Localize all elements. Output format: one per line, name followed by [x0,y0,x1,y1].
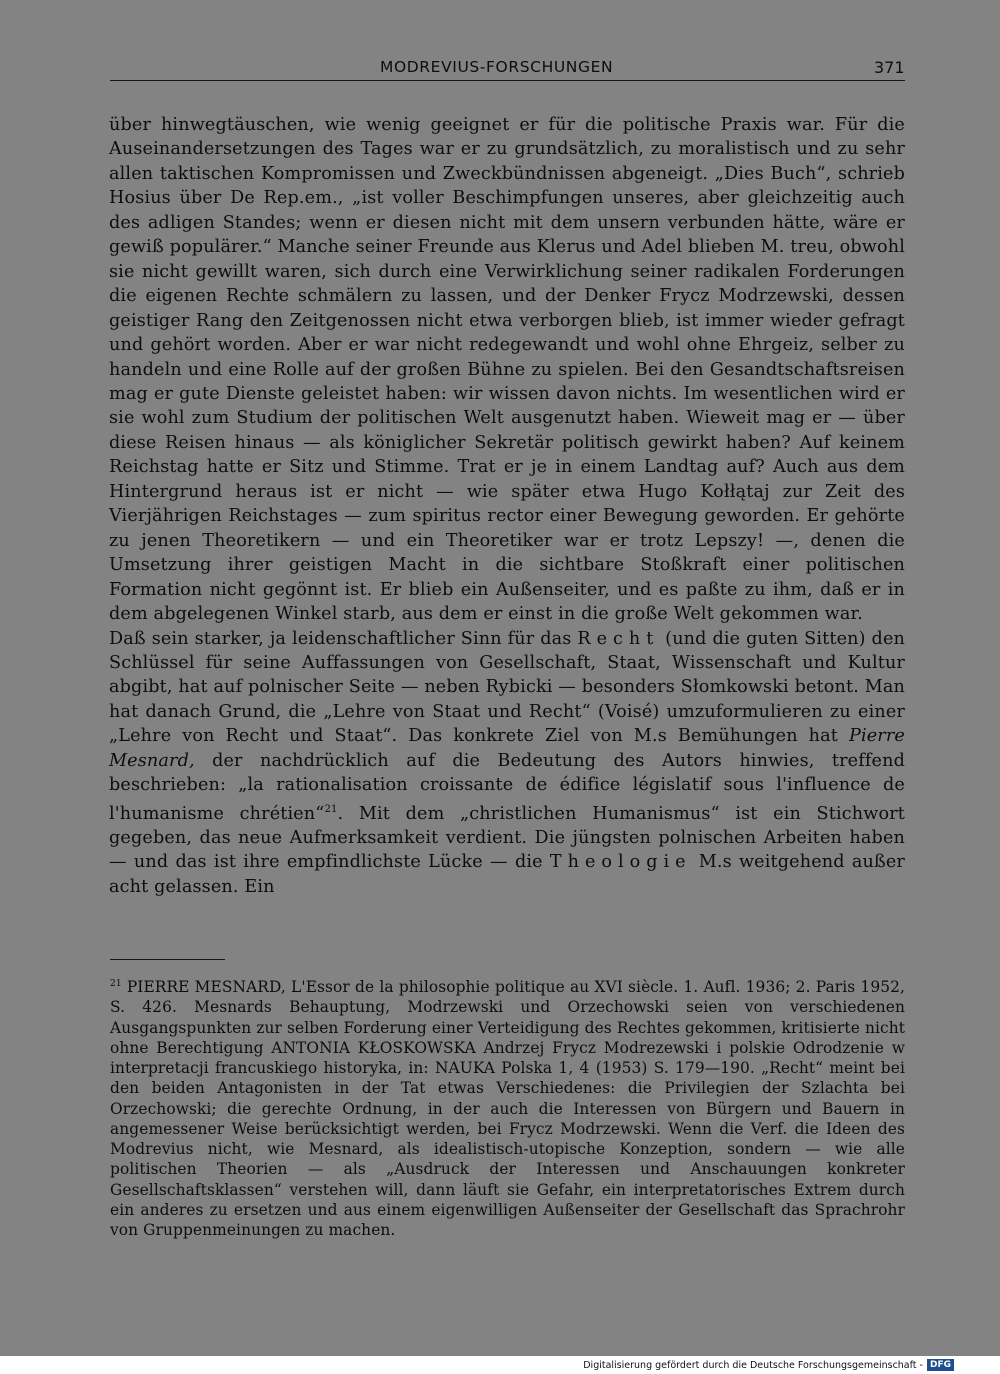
credit-text: Digitalisierung gefördert durch die Deutsche Forschungsgemeinschaft - [583,1359,923,1371]
page-number: 371 [874,58,905,77]
footnote-body: PIERRE MESNARD, L'Essor de la philosophie politique au XVI siècle. 1. Aufl. 1936; 2. Paris 1952, S. 426. Mesnards Behauptung, Modrzewski und Orzechowski seien von verschiedenen Ausgangspunkten zur selben Forderung einer Verteidigung des Rechtes gekommen, kritisierte nicht ohne Berechtigung ANTONIA KŁOSKOWSKA Andrzej Frycz Modrezewski i polskie Odrodzenie w interpretacji francuskiego historyka, in: NAUKA Polska 1, 4 (1953) S. 179—190. „Recht“ meint bei den beiden Antagonisten in der Tat etwas Verschiedenes: die Privilegien der Szlachta bei Orzechowski; die gerechte Ordnung, in der auch die Interessen von Bürgern und Bauern in angemessener Weise berücksichtigt werden, bei Frycz Modrzewski. Wenn die Verf. die Ideen des Modrevius nicht, wie Mesnard, als idealistisch-utopische Konzeption, sondern — wie alle politischen Theorien — als „Ausdruck der Interessen und Anschauungen konkreter Gesellschaftsklassen“ verstehen will, dann läuft sie Gefahr, ein interpretatorisches Extrem durch ein anderes zu ersetzen und aus einem eigenwilligen Außenseiter der Gesellschaft das Sprachrohr von Gruppenmeinungen zu machen. [110,978,905,1240]
spaced-word-recht: Recht [577,628,660,649]
body-text [109,113,905,899]
italic-author-name: Pierre Mesnard, [109,726,905,771]
spaced-word-theologie: Theologie [549,852,692,873]
footnote [110,974,905,1240]
header-rule [110,80,905,81]
paragraph-2-part-4: . Mit dem „christlichen Humanismus“ ist ein Stichwort gegeben, das neue Aufmerksamkeit verdient. Die jüngsten polnischen Arbeiten haben — und das ist ihre empfindlichste Lücke — die [109,803,905,873]
paragraph-2-part-5: M.s weitgehend außer acht gelassen. Ein [109,852,905,897]
paragraph-2-part-3: der nachdrücklich auf die Bedeutung des Autors hinwies, treffend beschrieben: „la rationalisation croissante de édifice législatif sous l'influence de l'humanisme chrétien“ [109,750,905,824]
dfg-logo-icon: DFG [927,1359,954,1371]
paragraph-2-part-1: Daß sein starker, ja leidenschaftlicher Sinn für das [109,628,578,649]
paragraph-2 [109,627,905,900]
running-head: MODREVIUS-FORSCHUNGEN [380,58,614,76]
footnote-number: 21 [110,979,122,989]
paragraph-2-part-2: (und die guten Sitten) den Schlüssel für seine Auffassungen von Gesellschaft, Staat, Wissenschaft und Kultur abgibt, hat auf polnischer Seite — neben Rybicki — besonders Słomkowski betont. Man hat danach Grund, die „Lehre von Staat und Recht“ (Voisé) umzuformulieren zu einer „Lehre von Recht und Staat“. Das konkrete Ziel von M.s Bemühungen hat [109,628,905,747]
paragraph-1: über hinwegtäuschen, wie wenig geeignet er für die politische Praxis war. Für die Auseinandersetzungen des Tages war er zu grundsätzlich, zu moralistisch und zu sehr allen taktischen Kompromissen und Zweckbündnissen abgeneigt. „Dies Buch“, schrieb Hosius über De Rep.em., „ist voller Beschimpfungen unseres, aber gleichzeitig auch des adligen Standes; wenn er diesen nicht mit dem unsern verbunden hätte, wäre er gewiß populärer.“ Manche seiner Freunde aus Klerus und Adel blieben M. treu, obwohl sie nicht gewillt waren, sich durch eine Verwirklichung seiner radikalen Forderungen die eigenen Rechte schmälern zu lassen, und der Denker Frycz Modrzewski, dessen geistiger Rang den Zeitgenossen nicht etwa verborgen blieb, ist immer wieder gefragt und gehört worden. Aber er war nicht redegewandt und wohl ohne Ehrgeiz, selber zu handeln und eine Rolle auf der großen Bühne zu spielen. Bei den Gesandtschaftsreisen mag er gute Dienste geleistet haben: wir wissen davon nichts. Im wesentlichen wird er sie wohl zum Studium der politischen Welt ausgenutzt haben. Wieweit mag er — über diese Reisen hinaus — als königlicher Sekretär politisch gewirkt haben? Auf keinem Reichstag hatte er Sitz und Stimme. Trat er je in einem Landtag auf? Auch aus dem Hintergrund heraus ist er nicht — wie später etwa Hugo Kołłątaj zur Zeit des Vierjährigen Reichstages — zum spiritus rector einer Bewegung geworden. Er gehörte zu jenen Theoretikern — und ein Theoretiker war er trotz Lepszy! —, denen die Umsetzung ihrer geistigen Macht in die sichtbare Stoßkraft einer politischen Formation nicht gegönnt ist. Er blieb ein Außenseiter, und es paßte zu ihm, daß er in dem abgelegenen Winkel starb, aus dem er einst in die große Welt gekommen war. [109,115,905,625]
footnote-text [110,974,905,1240]
footnote-reference[interactable]: 21 [324,803,338,815]
digitization-credit [583,1359,954,1371]
footnote-rule [110,959,225,960]
